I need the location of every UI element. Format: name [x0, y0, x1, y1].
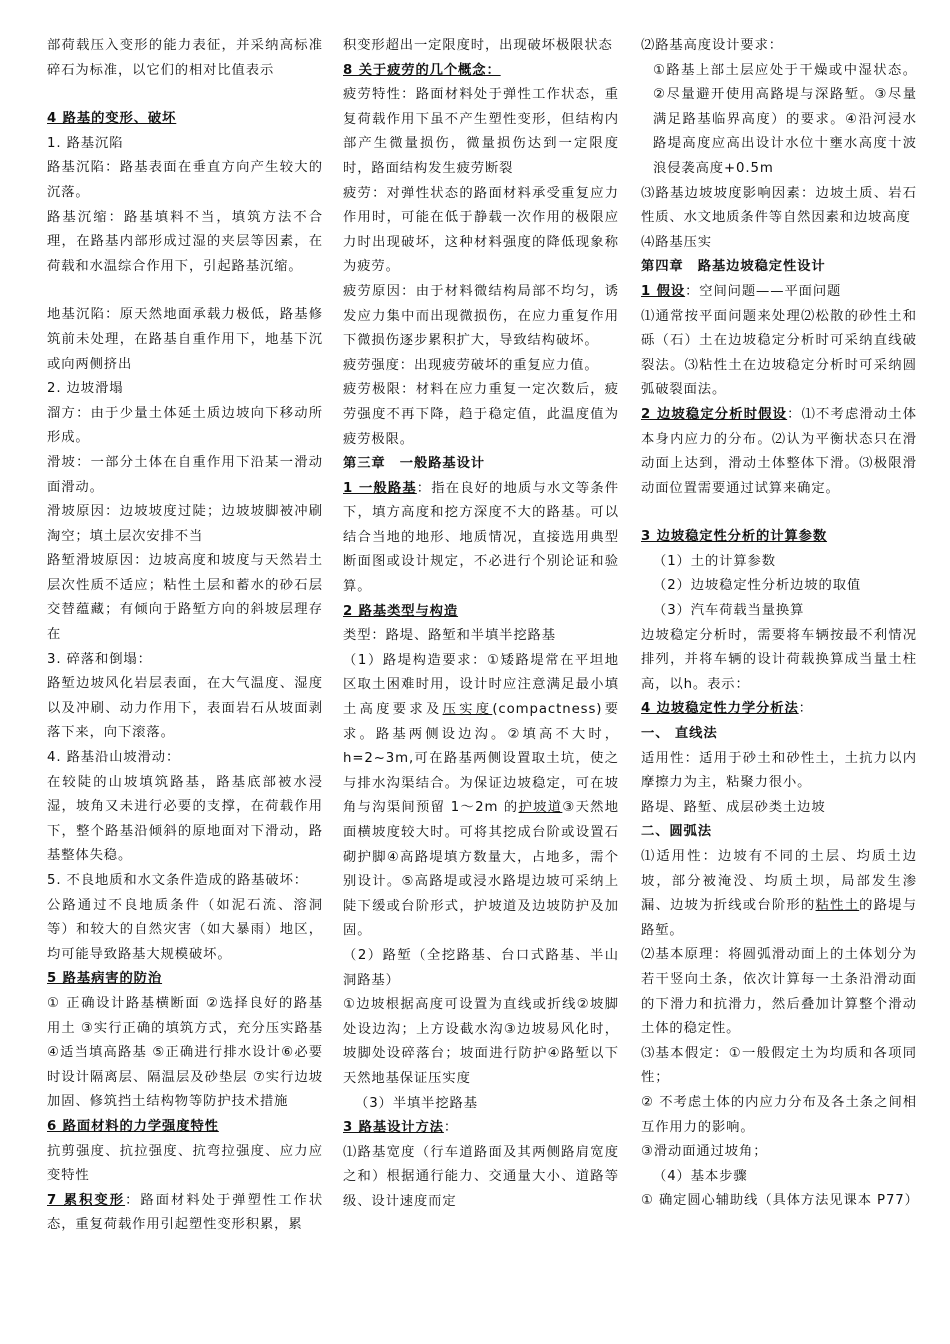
- section-heading: 2 路基类型与构造: [343, 603, 459, 619]
- paragraph-text: 的路堤与路堑。: [641, 898, 917, 938]
- paragraph: 适用性：适用于砂土和砂性土，土抗力以内摩擦力为主，粘聚力很小。: [641, 750, 917, 791]
- paragraph: [641, 403, 917, 501]
- section-heading: 8 关于疲劳的几个概念：: [343, 62, 501, 78]
- paragraph: ⑷路基压实: [641, 234, 712, 250]
- paragraph: ①边坡根据高度可设置为直线或折线②坡脚处设边沟；上方设截水沟③边坡易风化时，坡脚处设碎落台；坡面进行防护④路堑以下天然地基保证压实度: [343, 997, 619, 1086]
- subheading: 二、圆弧法: [641, 824, 712, 840]
- paragraph-text: ：⑴不考虑滑动土体本身内应力的分布。⑵认为平衡状态只在滑动面上达到，滑动土体整体下滑。⑶极限滑动面位置需要通过试算来确定。: [641, 406, 917, 496]
- paragraph: [47, 1189, 323, 1238]
- section-heading: 4 路基的变形、破坏: [47, 111, 177, 127]
- paragraph: 路堑边坡风化岩层表面，在大气温度、湿度以及冲刷、动力作用下，表面岩石从坡面剥落下来，向下滚落。: [47, 676, 323, 741]
- section-heading: 3 边坡稳定性分析的计算参数: [641, 529, 828, 545]
- paragraph: ⑵基本原理：将圆弧滑动面上的土体划分为若干竖向土条，依次计算每一土条沿滑动面的下滑力和抗滑力，然后叠加计算整个滑动土体的稳定性。: [641, 947, 917, 1037]
- paragraph-text: ：: [443, 1120, 459, 1136]
- paragraph: 路堑滑坡原因：边坡高度和坡度与天然岩土层次性质不适应；粘性土层和蓄水的砂石层交替蕴藏；有倾向于路堑方向的斜坡层理存在: [47, 553, 323, 643]
- paragraph: 地基沉陷：原天然地面承载力极低，路基修筑前未处理，在路基自重作用下，地基下沉或向两侧挤出: [47, 307, 323, 372]
- paragraph: 在较陡的山坡填筑路基，路基底部被水浸湿，坡角又未进行必要的支撑，在荷载作用下，整个路基沿倾斜的原地面对下滑动，路基整体失稳。: [47, 774, 323, 864]
- paragraph-text: （1）路堤构造要求：①矮路堤常在平坦地区取土困难时用，设计时应注意满足最小填土高度要求及: [343, 652, 619, 718]
- section-heading: 7 累积变形: [47, 1192, 126, 1208]
- subheading: 一、 直线法: [641, 726, 718, 742]
- chapter-heading: 第四章 路基边坡稳定性设计: [641, 259, 826, 275]
- paragraph: ⑵路基高度设计要求：: [641, 38, 783, 53]
- paragraph: [641, 845, 917, 943]
- paragraph: 边坡稳定分析时，需要将车辆按最不利情况排列，并将车辆的设计荷载换算成当量土柱高，以h。表示：: [641, 627, 917, 692]
- paragraph-text: ③天然地面横坡度较大时。可将其挖成台阶或设置石砌护脚④高路堤填方数量大，占地多，需个别设计。⑤高路堤或浸水路堤边坡可采纳上陡下缓或台阶形式，护坡道及边坡防护及加固。: [343, 800, 619, 939]
- paragraph: [641, 280, 917, 305]
- paragraph-text: ：路面材料处于弹塑性工作状态，重复荷载作用引起塑性变形积累，累: [47, 1192, 324, 1233]
- paragraph: （1）土的计算参数: [653, 553, 776, 569]
- chapter-heading: 第三章 一般路基设计: [343, 456, 485, 472]
- glossary-link[interactable]: 护坡道: [518, 800, 563, 816]
- paragraph: 公路通过不良地质条件（如泥石流、溶洞等）和较大的自然灾害（如大暴雨）地区，均可能导致路基大规模破坏。: [47, 897, 323, 962]
- paragraph: 疲劳特性：路面材料处于弹性工作状态，重复荷载作用下虽不产生塑性变形，但结构内部产生微量损伤，微量损伤达到一定限度时，路面结构发生疲劳断裂: [343, 87, 619, 176]
- paragraph: 抗剪强度、抗拉强度、抗弯拉强度、应力应变特性: [47, 1143, 323, 1184]
- paragraph-text: ：空间问题——平面问题: [685, 283, 842, 299]
- section-heading: 5 路基病害的防治: [47, 971, 163, 987]
- subheading: 1. 路基沉陷: [47, 135, 124, 151]
- section-heading: 6 路面材料的力学强度特性: [47, 1118, 219, 1134]
- paragraph: （3）半填半挖路基: [355, 1095, 478, 1111]
- paragraph: 积变形超出一定限度时，出现破坏极限状态: [343, 38, 613, 53]
- paragraph: ⑶路基边坡坡度影响因素：边坡土质、岩石性质、水文地质条件等自然因素和边坡高度: [641, 185, 917, 226]
- subheading: 2. 边坡滑塌: [47, 381, 124, 397]
- paragraph: 疲劳极限：材料在应力重复一定次数后，疲劳强度不再下降，趋于稳定值，此温度值为疲劳极限。: [343, 382, 619, 447]
- paragraph: 溜方：由于少量土体延土质边坡向下移动所形成。: [47, 405, 323, 446]
- section-heading: 3 路基设计方法: [343, 1120, 444, 1136]
- paragraph: 部荷载压入变形的能力表征，并采纳高标准碎石为标准，以它们的相对比值表示: [47, 38, 323, 78]
- paragraph: ③滑动面通过坡角；: [641, 1144, 768, 1160]
- section-heading: 1 一般路基: [343, 480, 417, 496]
- paragraph: （2）路堑（全挖路基、台口式路基、半山洞路基）: [343, 947, 619, 988]
- paragraph: 滑坡：一部分土体在自重作用下沿某一滑动面滑动。: [47, 454, 323, 495]
- paragraph-text: (compactness)要求。路基两侧设边沟。②填高不大时，h=2~3m,可在路基两侧设置取土坑，使之与排水沟渠结合。为保证边坡稳定，可在坡角与沟渠间预留 1～2m 的: [343, 702, 619, 816]
- paragraph: 路基沉缩：路基填料不当，填筑方法不合理，在路基内部形成过湿的夹层等因素，在荷载和水温综合作用下，引起路基沉缩。: [47, 209, 323, 274]
- glossary-link[interactable]: 粘性土: [815, 898, 860, 914]
- subheading: 3. 碎落和倒塌：: [47, 651, 152, 667]
- paragraph: （2）边坡稳定性分析边坡的取值: [653, 578, 862, 594]
- column-middle: [343, 34, 619, 1215]
- paragraph: ① 确定圆心辅助线（具体方法见课本 P77）: [641, 1193, 919, 1209]
- paragraph: 疲劳原因：由于材料微结构局部不均匀，诱发应力集中而出现微损伤，在应力重复作用下微损伤逐步累积扩大，导致结构破坏。: [343, 283, 619, 349]
- section-heading: 1 假设: [641, 283, 686, 299]
- section-heading: 2 边坡稳定分析时假设: [641, 406, 788, 422]
- column-left: [47, 34, 323, 1238]
- paragraph: ② 不考虑土体的内应力分布及各土条之间相互作用力的影响。: [641, 1094, 917, 1135]
- subheading: 4. 路基沿山坡滑动：: [47, 750, 181, 766]
- paragraph: ⑶基本假定：①一般假定土为均质和各项同性；: [641, 1045, 917, 1086]
- paragraph: ⑴通常按平面问题来处理⑵松散的砂性土和砾（石）土在边坡稳定分析时可采纳直线破裂法。⑶粘性土在边坡稳定分析时可采纳圆弧破裂面法。: [641, 308, 917, 398]
- paragraph: ①路基上部土层应处于干燥或中湿状态。②尽量避开使用高路堤与深路堑。③尽量满足路基临界高度）的要求。④沿河浸水路堤高度应高出设计水位十壅水高度十波浪侵袭高度+0.5m: [653, 62, 917, 176]
- paragraph-text: ：: [798, 701, 813, 717]
- paragraph: 路基沉陷：路基表面在垂直方向产生较大的沉落。: [47, 160, 323, 200]
- paragraph: [343, 649, 619, 944]
- section-heading: 4 边坡稳定性力学分析法: [641, 701, 799, 717]
- paragraph: （3）汽车荷载当量换算: [653, 603, 805, 619]
- paragraph: ⑴路基宽度（行车道路面及其两侧路肩宽度之和）根据通行能力、交通量大小、道路等级、设计速度而定: [343, 1144, 619, 1209]
- paragraph-text: ⑴适用性：边坡有不同的土层、均质土边坡，部分被淹没、均质土坝，局部发生渗漏、边坡为折线或台阶形的: [641, 849, 917, 914]
- paragraph: 疲劳强度：出现疲劳破坏的重复应力值。: [343, 357, 599, 373]
- paragraph: ① 正确设计路基横断面 ②选择良好的路基用土 ③实行正确的填筑方式，充分压实路基 ④适当填高路基 ⑤正确进行排水设计⑥必要时设计隔离层、隔温层及砂垫层 ⑦实行边坡加固、修筑挡土结构物等防护技术措施: [47, 995, 323, 1110]
- paragraph: 类型：路堤、路堑和半填半挖路基: [343, 628, 556, 644]
- subheading: 5. 不良地质和水文条件造成的路基破坏：: [47, 873, 308, 888]
- paragraph: 滑坡原因：边坡坡度过陡；边坡坡脚被冲刷淘空；填土层次安排不当: [47, 504, 323, 544]
- paragraph-text: ：指在良好的地质与水文等条件下，填方高度和挖方深度不大的路基。可以结合当地的地形、地质情况，直接选用典型断面图或设计规定，不必进行个别论证和验算。: [343, 480, 619, 595]
- paragraph: [343, 477, 619, 600]
- paragraph: [343, 1116, 619, 1141]
- glossary-link[interactable]: 压实度: [442, 702, 493, 718]
- paragraph: [641, 697, 917, 722]
- paragraph: （4）基本步骤: [653, 1168, 748, 1184]
- column-right: [641, 34, 917, 1214]
- paragraph: 路堤、路堑、成层砂类土边坡: [641, 799, 826, 815]
- paragraph: 疲劳：对弹性状态的路面材料承受重复应力作用时，可能在低于静载一次作用的极限应力时出现破坏，这种材料强度的降低现象称为疲劳。: [343, 185, 619, 275]
